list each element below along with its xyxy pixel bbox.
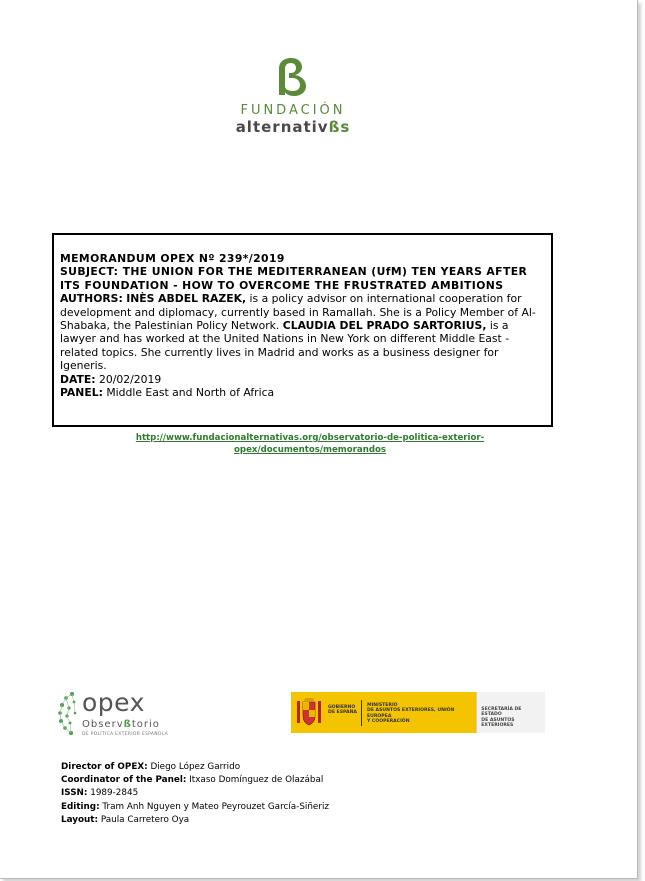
memo-authors [60,292,546,372]
credit-value: Paula Carretero Oya [98,814,190,825]
opex-globe-icon [58,688,84,738]
foundation-name-main: alternativ [235,118,329,136]
ministerio-text: MINISTERIO DE ASUNTOS EXTERIORES, UNIÓN EUROPEA Y COOPERACIÓN [367,703,455,724]
opex-logo [58,688,173,743]
credit-label: Coordinator of the Panel: [61,775,187,786]
subject-text: THE UNION FOR THE MEDITERRANEAN (UfM) TEN YEARS AFTER ITS FOUNDATION - HOW TO OVERCOME THE FRUSTRATED AMBITIONS [60,265,528,292]
memo-date [60,373,546,386]
panel-value: Middle East and North of Africa [102,386,275,400]
obs-suffix: torio [131,719,160,730]
credit-row [61,787,329,800]
gov-divider [361,700,362,726]
author2-desc: is a lawyer and has worked at the United Nations in New York on different Middle East -related topics. She currently lives in Madrid and works as a business designer for Igeneris. [60,319,510,373]
memo-subject [60,265,546,292]
credit-label: Director of OPEX: [61,762,148,772]
foundation-name-line1: FUNDACIÓN [240,103,346,118]
panel-label: PANEL: [60,386,103,400]
secretaria-panel [476,692,545,733]
foundation-name-tail: ßs [328,118,351,136]
memorandos-link[interactable] [80,432,540,456]
gobierno-text: GOBIERNO DE ESPAÑA [328,705,357,716]
credit-row [61,801,329,814]
credit-value: Itxaso Domínguez de Olazábal [186,775,324,786]
author2-name: CLAUDIA DEL PRADO SARTORIUS, [282,319,487,333]
credits-block [61,761,329,827]
memo-panel [60,386,546,399]
credit-value: Diego López Garrido [147,762,241,772]
credit-value: Tram Anh Nguyen y Mateo Peyrouzet García-Siñeriz [99,801,330,812]
gobierno-banner [291,692,545,733]
author1-name: INÈS ABDEL RAZEK, [126,292,247,306]
opex-observatorio [82,719,160,730]
memo-header: MEMORANDUM OPEX Nº 239*/2019 [60,252,285,265]
subject-label: SUBJECT: [60,265,119,279]
authors-label: AUTHORS: [60,292,123,306]
credit-label: Layout: [61,814,99,825]
gobierno-yellow-panel [291,692,476,733]
link-line1[interactable]: http://www.fundacionalternativas.org/observatorio-de-politica-exterior- [135,433,485,443]
date-label: DATE: [60,372,96,386]
memorandum-box [52,233,553,427]
credit-row [61,761,329,774]
opex-subtitle: DE POLÍTICA EXTERIOR ESPAÑOLA [82,732,169,737]
obs-mark-icon: ß [123,719,132,730]
credit-row [61,774,329,787]
obs-prefix: Observ [82,719,124,730]
secretaria-text: SECRETARÍA DE ESTADO DE ASUNTOS EXTERIORES [481,707,522,728]
fundacion-mark-icon [271,57,315,97]
spain-coat-of-arms-icon [296,698,322,728]
date-value: 20/02/2019 [95,372,162,386]
credit-label: Editing: [61,801,100,812]
credit-value: 1989-2845 [87,788,139,799]
fundacion-alternativas-logo [228,57,358,136]
opex-wordmark: opex [82,688,145,717]
credit-row [61,814,329,827]
link-line2[interactable]: opex/documentos/memorandos [234,445,386,455]
author1-desc: is a policy advisor on international cooperation for development and diplomacy, currently based in Ramallah. She is a Policy Member of Al-Shabaka, the Palestinian Policy Network. [60,292,536,333]
foundation-name-line2 [228,118,358,136]
credit-label: ISSN: [61,788,88,799]
